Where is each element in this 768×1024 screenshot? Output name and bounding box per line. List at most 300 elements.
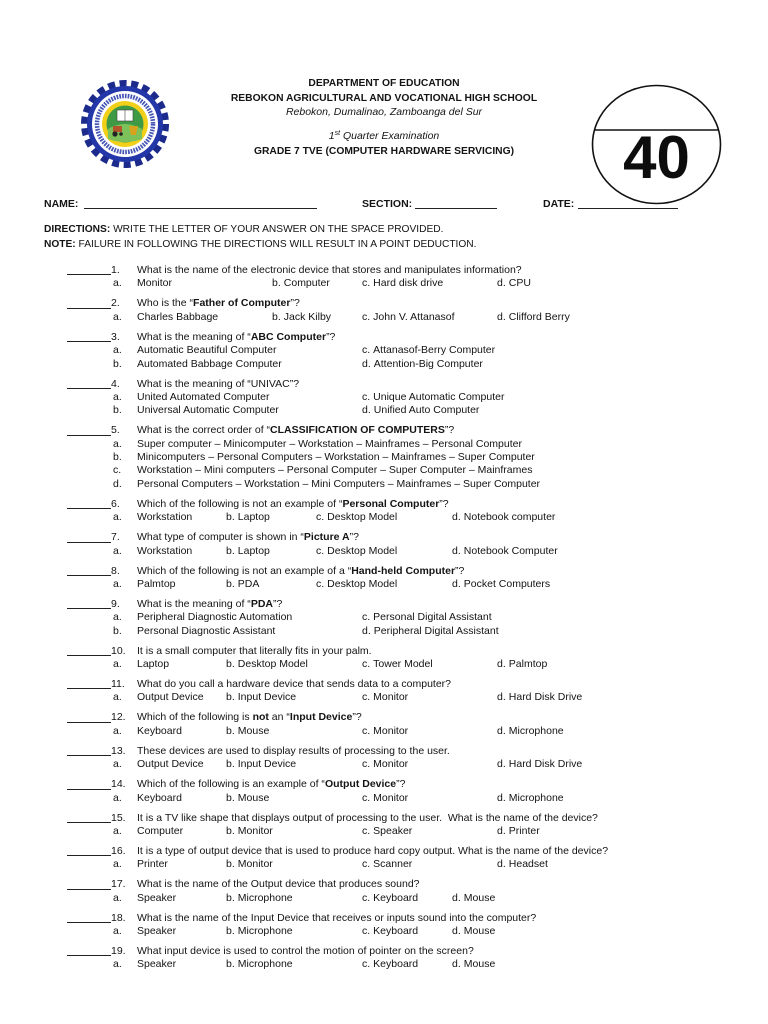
option-letter: a.	[113, 925, 122, 938]
option-text: Peripheral Digital Assistant	[373, 624, 499, 637]
question-text-part: It is a type of output device that is used to produce hard copy output. What is the name of the device?	[137, 844, 609, 857]
option-a	[113, 344, 276, 357]
question-text-part: Which of the following is	[137, 711, 253, 724]
option-text: Desktop Model	[327, 511, 398, 524]
option-letter: d.	[113, 477, 122, 490]
option-letter: d.	[497, 310, 506, 323]
option-text: Jack Kilby	[283, 310, 332, 323]
option-letter: c.	[316, 544, 325, 557]
option-letter: b.	[226, 824, 235, 837]
question-line	[0, 498, 768, 511]
question-text	[137, 878, 420, 891]
question-item	[0, 812, 768, 839]
option-c	[362, 925, 418, 938]
option-letter: a.	[113, 277, 122, 290]
option-letter: d.	[497, 658, 506, 671]
option-row	[0, 958, 768, 971]
question-text	[137, 778, 405, 791]
option-text: Mouse	[463, 958, 496, 971]
option-letter: a.	[113, 511, 122, 524]
option-text: Keyboard	[137, 724, 182, 737]
option-letter: b.	[226, 791, 235, 804]
option-c	[362, 611, 492, 624]
date-label: DATE:	[543, 198, 575, 210]
question-text-part: ”?	[439, 497, 449, 510]
answer-blank	[67, 679, 111, 689]
option-text: Laptop	[237, 511, 270, 524]
option-a	[113, 611, 292, 624]
option-row	[0, 691, 768, 704]
question-text-part: ”?	[349, 531, 359, 544]
option-text: Monitor	[373, 758, 409, 771]
section-field	[415, 198, 497, 209]
option-text: Notebook computer	[463, 511, 556, 524]
option-row	[0, 404, 768, 417]
question-text-part: What is the meaning of “UNIVAC”?	[137, 377, 300, 390]
option-b	[226, 858, 273, 871]
option-b	[226, 792, 269, 805]
question-number: 19.	[111, 945, 126, 958]
option-text: Laptop	[137, 658, 170, 671]
question-item	[0, 645, 768, 672]
question-text	[137, 264, 522, 277]
option-letter: a.	[113, 691, 122, 704]
option-text: Hard disk drive	[373, 277, 444, 290]
option-c	[362, 658, 433, 671]
name-label: NAME:	[44, 198, 79, 210]
question-keyword: ABC Computer	[250, 330, 327, 343]
question-item	[0, 912, 768, 939]
option-letter: b.	[226, 544, 235, 557]
option-text: United Automated Computer	[137, 390, 270, 403]
option-a	[113, 958, 176, 971]
option-text: Peripheral Diagnostic Automation	[137, 611, 293, 624]
school-name: REBOKON AGRICULTURAL AND VOCATIONAL HIGH SCHOOL	[230, 93, 538, 104]
question-text	[137, 378, 299, 391]
question-number: 14.	[111, 778, 126, 791]
question-line	[0, 331, 768, 344]
option-text: Speaker	[137, 958, 177, 971]
question-text-part: ”?	[455, 564, 465, 577]
option-c	[362, 858, 412, 871]
question-keyword: not	[252, 711, 269, 724]
option-letter: b.	[113, 624, 122, 637]
option-d	[497, 825, 540, 838]
question-item	[0, 745, 768, 772]
option-letter: d.	[497, 791, 506, 804]
question-item	[0, 498, 768, 525]
question-item	[0, 424, 768, 491]
option-letter: b.	[113, 357, 122, 370]
option-d	[452, 892, 495, 905]
option-text: Hard Disk Drive	[508, 691, 583, 704]
option-text: Unique Automatic Computer	[373, 390, 505, 403]
question-text-part: What type of computer is shown in “	[137, 531, 304, 544]
question-text	[137, 678, 451, 691]
question-item	[0, 378, 768, 418]
option-c	[362, 277, 443, 290]
question-text	[137, 297, 300, 310]
option-text: CPU	[508, 277, 531, 290]
question-text	[137, 945, 474, 958]
question-line	[0, 778, 768, 791]
subject-title: GRADE 7 TVE (COMPUTER HARDWARE SERVICING)	[253, 146, 515, 157]
option-letter: d.	[497, 824, 506, 837]
option-a	[113, 892, 176, 905]
option-text: John V. Attanasof	[373, 310, 455, 323]
question-keyword: CLASSIFICATION OF COMPUTERS	[270, 424, 445, 437]
answer-blank	[67, 379, 111, 389]
option-letter: c.	[362, 390, 371, 403]
option-text: Microphone	[237, 925, 293, 938]
question-text	[137, 331, 335, 344]
question-number: 9.	[111, 597, 120, 610]
question-line	[0, 745, 768, 758]
question-number: 17.	[111, 878, 126, 891]
option-d	[452, 925, 495, 938]
answer-blank	[67, 599, 111, 609]
option-text: Pocket Computers	[463, 577, 551, 590]
option-b	[113, 404, 279, 417]
question-text	[137, 598, 282, 611]
option-d	[452, 511, 555, 524]
option-letter: d.	[452, 925, 461, 938]
option-text: Desktop Model	[237, 658, 308, 671]
option-text: Attention-Big Computer	[373, 357, 483, 370]
question-text-part: These devices are used to display results of processing to the user.	[137, 744, 450, 757]
option-text: Keyboard	[373, 925, 419, 938]
question-number: 11.	[111, 678, 125, 691]
option-row	[0, 358, 768, 371]
option-text: Microphone	[508, 724, 564, 737]
option-d	[497, 725, 564, 738]
option-letter: d.	[497, 858, 506, 871]
question-keyword: PDA	[250, 597, 273, 610]
option-text: Monitor	[373, 791, 409, 804]
question-line	[0, 845, 768, 858]
question-item	[0, 878, 768, 905]
option-letter: b.	[113, 404, 122, 417]
question-text	[137, 424, 454, 437]
question-line	[0, 645, 768, 658]
question-line	[0, 565, 768, 578]
option-text: Personal Diagnostic Assistant	[137, 624, 276, 637]
question-text-part: ”?	[326, 330, 336, 343]
option-b	[226, 758, 296, 771]
directions-text: WRITE THE LETTER OF YOUR ANSWER ON THE SPACE PROVIDED.	[113, 224, 444, 235]
option-b	[226, 511, 270, 524]
question-text	[137, 812, 598, 825]
question-number: 5.	[111, 424, 120, 437]
option-c	[316, 545, 397, 558]
option-row	[0, 511, 768, 524]
question-text	[137, 531, 359, 544]
directions	[44, 223, 443, 236]
question-text	[137, 498, 449, 511]
question-item	[0, 778, 768, 805]
option-letter: b.	[226, 724, 235, 737]
option-c	[362, 691, 408, 704]
option-letter: a.	[113, 390, 122, 403]
question-number: 3.	[111, 330, 120, 343]
section-label: SECTION:	[362, 198, 413, 210]
option-letter: a.	[113, 611, 122, 624]
option-letter: c.	[362, 925, 371, 938]
option-row	[0, 925, 768, 938]
option-row	[0, 758, 768, 771]
option-letter: c.	[362, 891, 371, 904]
question-line	[0, 945, 768, 958]
option-text: Monitor	[137, 277, 173, 290]
option-c	[316, 511, 397, 524]
option-b	[226, 691, 296, 704]
option-c	[362, 958, 418, 971]
option-letter: c.	[362, 344, 371, 357]
option-text: Charles Babbage	[137, 310, 219, 323]
question-line	[0, 912, 768, 925]
option-row	[0, 892, 768, 905]
question-line	[0, 678, 768, 691]
option-b	[226, 545, 270, 558]
question-line	[0, 598, 768, 611]
option-letter: b.	[113, 451, 122, 464]
option-letter: d.	[452, 511, 461, 524]
answer-blank	[67, 846, 111, 856]
option-letter: b.	[272, 310, 281, 323]
option-a	[113, 277, 172, 290]
option-letter: a.	[113, 858, 122, 871]
option-text: Universal Automatic Computer	[137, 404, 279, 417]
question-line	[0, 264, 768, 277]
question-item	[0, 845, 768, 872]
question-line	[0, 878, 768, 891]
option-text: Printer	[137, 858, 168, 871]
option-letter: b.	[226, 958, 235, 971]
question-text-part: an “	[268, 711, 290, 724]
question-line	[0, 711, 768, 724]
option-row	[0, 464, 768, 477]
option-text: Attanasof-Berry Computer	[373, 344, 496, 357]
option-text: Mouse	[237, 791, 270, 804]
question-text-part: What do you call a hardware device that sends data to a computer?	[137, 678, 452, 691]
department-title: DEPARTMENT OF EDUCATION	[308, 78, 460, 89]
question-item	[0, 945, 768, 972]
option-a	[113, 511, 192, 524]
question-item	[0, 565, 768, 592]
question-text	[137, 711, 362, 724]
question-keyword: Personal Computer	[342, 497, 440, 510]
option-text: Keyboard	[373, 958, 419, 971]
question-item	[0, 531, 768, 558]
option-text: Mouse	[463, 891, 496, 904]
option-text: Personal Digital Assistant	[373, 611, 492, 624]
option-row	[0, 391, 768, 404]
question-number: 18.	[111, 911, 126, 924]
option-letter: c.	[113, 464, 122, 477]
question-text-part: What is the name of the Input Device that receives or inputs sound into the computer?	[137, 911, 537, 924]
question-text	[137, 645, 372, 658]
question-text-part: ”?	[290, 297, 300, 310]
option-text: Keyboard	[137, 791, 182, 804]
option-text: Mouse	[463, 925, 496, 938]
answer-blank	[67, 712, 111, 722]
note-text: FAILURE IN FOLLOWING THE DIRECTIONS WILL RESULT IN A POINT DEDUCTION.	[78, 239, 477, 250]
option-letter: a.	[113, 577, 122, 590]
option-text: Workstation	[137, 544, 193, 557]
option-letter: b.	[226, 858, 235, 871]
name-field	[84, 198, 317, 209]
school-address: Rebokon, Dumalinao, Zamboanga del Sur	[285, 106, 483, 118]
answer-blank	[67, 779, 111, 789]
option-text: Computer	[137, 824, 184, 837]
option-b	[226, 578, 259, 591]
option-d	[452, 958, 495, 971]
option-c	[362, 892, 418, 905]
option-letter: c.	[362, 277, 371, 290]
option-text: Automatic Beautiful Computer	[137, 344, 277, 357]
option-c	[113, 464, 532, 477]
option-text: Unified Auto Computer	[373, 404, 480, 417]
option-d	[362, 625, 499, 638]
question-text	[137, 745, 450, 758]
option-b	[226, 925, 293, 938]
score-total: 40	[623, 124, 690, 191]
option-text: Microphone	[237, 958, 293, 971]
question-keyword: Father of Computer	[193, 297, 291, 310]
option-a	[113, 725, 182, 738]
question-text	[137, 565, 464, 578]
option-letter: c.	[362, 791, 371, 804]
question-number: 6.	[111, 497, 120, 510]
option-text: Mouse	[237, 724, 270, 737]
question-line	[0, 424, 768, 437]
option-a	[113, 545, 192, 558]
option-d	[452, 545, 558, 558]
option-letter: d.	[452, 891, 461, 904]
question-item	[0, 598, 768, 638]
option-letter: c.	[362, 611, 371, 624]
option-letter: a.	[113, 958, 122, 971]
option-a	[113, 578, 176, 591]
question-text-part: It is a TV like shape that displays output of processing to the user. What is the name of the device?	[137, 811, 598, 824]
answer-blank	[67, 879, 111, 889]
question-keyword: Hand-held Computer	[351, 564, 456, 577]
question-text-part: ”?	[352, 711, 362, 724]
question-text-part: ”?	[444, 424, 455, 437]
option-b	[272, 277, 330, 290]
option-letter: a.	[113, 658, 122, 671]
option-d	[113, 478, 540, 491]
option-letter: a.	[113, 310, 122, 323]
date-field	[578, 198, 678, 209]
option-letter: b.	[226, 758, 235, 771]
question-number: 4.	[111, 377, 120, 390]
answer-blank	[67, 298, 111, 308]
option-letter: c.	[362, 824, 371, 837]
option-a	[113, 758, 204, 771]
option-letter: c.	[362, 658, 371, 671]
option-letter: c.	[316, 511, 325, 524]
option-d	[497, 792, 564, 805]
option-row	[0, 658, 768, 671]
question-item	[0, 678, 768, 705]
option-b	[226, 825, 273, 838]
question-text	[137, 912, 536, 925]
option-text: Personal Computers – Workstation – Mini Computers – Mainframes – Super Computer	[137, 477, 541, 490]
option-letter: d.	[452, 544, 461, 557]
question-text-part: Who is the “	[137, 297, 194, 310]
option-text: Scanner	[373, 858, 413, 871]
option-row	[0, 578, 768, 591]
question-text-part: What is the name of the Output device that produces sound?	[137, 878, 420, 891]
option-text: Speaker	[137, 891, 177, 904]
option-letter: b.	[226, 925, 235, 938]
option-c	[362, 792, 408, 805]
question-text-part: Which of the following is not an example of “	[137, 497, 343, 510]
question-text-part: Which of the following is an example of “	[137, 778, 325, 791]
answer-blank	[67, 532, 111, 542]
option-letter: c.	[362, 310, 371, 323]
question-text-part: What input device is used to control the motion of pointer on the screen?	[137, 945, 474, 958]
option-letter: b.	[226, 577, 235, 590]
option-row	[0, 478, 768, 491]
option-b	[226, 892, 293, 905]
answer-blank	[67, 646, 111, 656]
question-line	[0, 812, 768, 825]
option-text: Speaker	[137, 925, 177, 938]
option-text: Monitor	[373, 724, 409, 737]
option-c	[316, 578, 397, 591]
question-number: 16.	[111, 844, 126, 857]
option-a	[113, 658, 169, 671]
option-letter: d.	[452, 958, 461, 971]
option-a	[113, 391, 270, 404]
answer-blank	[67, 913, 111, 923]
option-letter: d.	[362, 624, 371, 637]
option-text: Headset	[508, 858, 548, 871]
option-a	[113, 858, 168, 871]
option-row	[0, 625, 768, 638]
option-a	[113, 311, 218, 324]
option-text: Automated Babbage Computer	[137, 357, 282, 370]
question-text-part: What is the correct order of “	[137, 424, 271, 437]
option-letter: d.	[362, 357, 371, 370]
option-c	[362, 758, 408, 771]
option-letter: d.	[497, 758, 506, 771]
option-d	[497, 691, 582, 704]
option-text: Minicomputers – Personal Computers – Workstation – Mainframes – Super Computer	[137, 451, 535, 464]
question-item	[0, 264, 768, 291]
option-letter: c.	[362, 691, 371, 704]
option-text: Speaker	[373, 824, 413, 837]
question-number: 13.	[111, 744, 126, 757]
option-c	[362, 391, 505, 404]
option-letter: c.	[362, 758, 371, 771]
option-text: Palmtop	[137, 577, 176, 590]
option-d	[497, 277, 531, 290]
answer-blank	[67, 425, 111, 435]
option-a	[113, 925, 176, 938]
question-list	[0, 264, 768, 972]
option-c	[362, 825, 412, 838]
answer-blank	[67, 746, 111, 756]
question-item	[0, 297, 768, 324]
option-letter: d.	[452, 577, 461, 590]
option-text: Super computer – Minicomputer – Workstation – Mainframes – Personal Computer	[137, 437, 522, 450]
option-text: Input Device	[237, 691, 297, 704]
question-item	[0, 711, 768, 738]
question-text-part: ”?	[396, 778, 406, 791]
